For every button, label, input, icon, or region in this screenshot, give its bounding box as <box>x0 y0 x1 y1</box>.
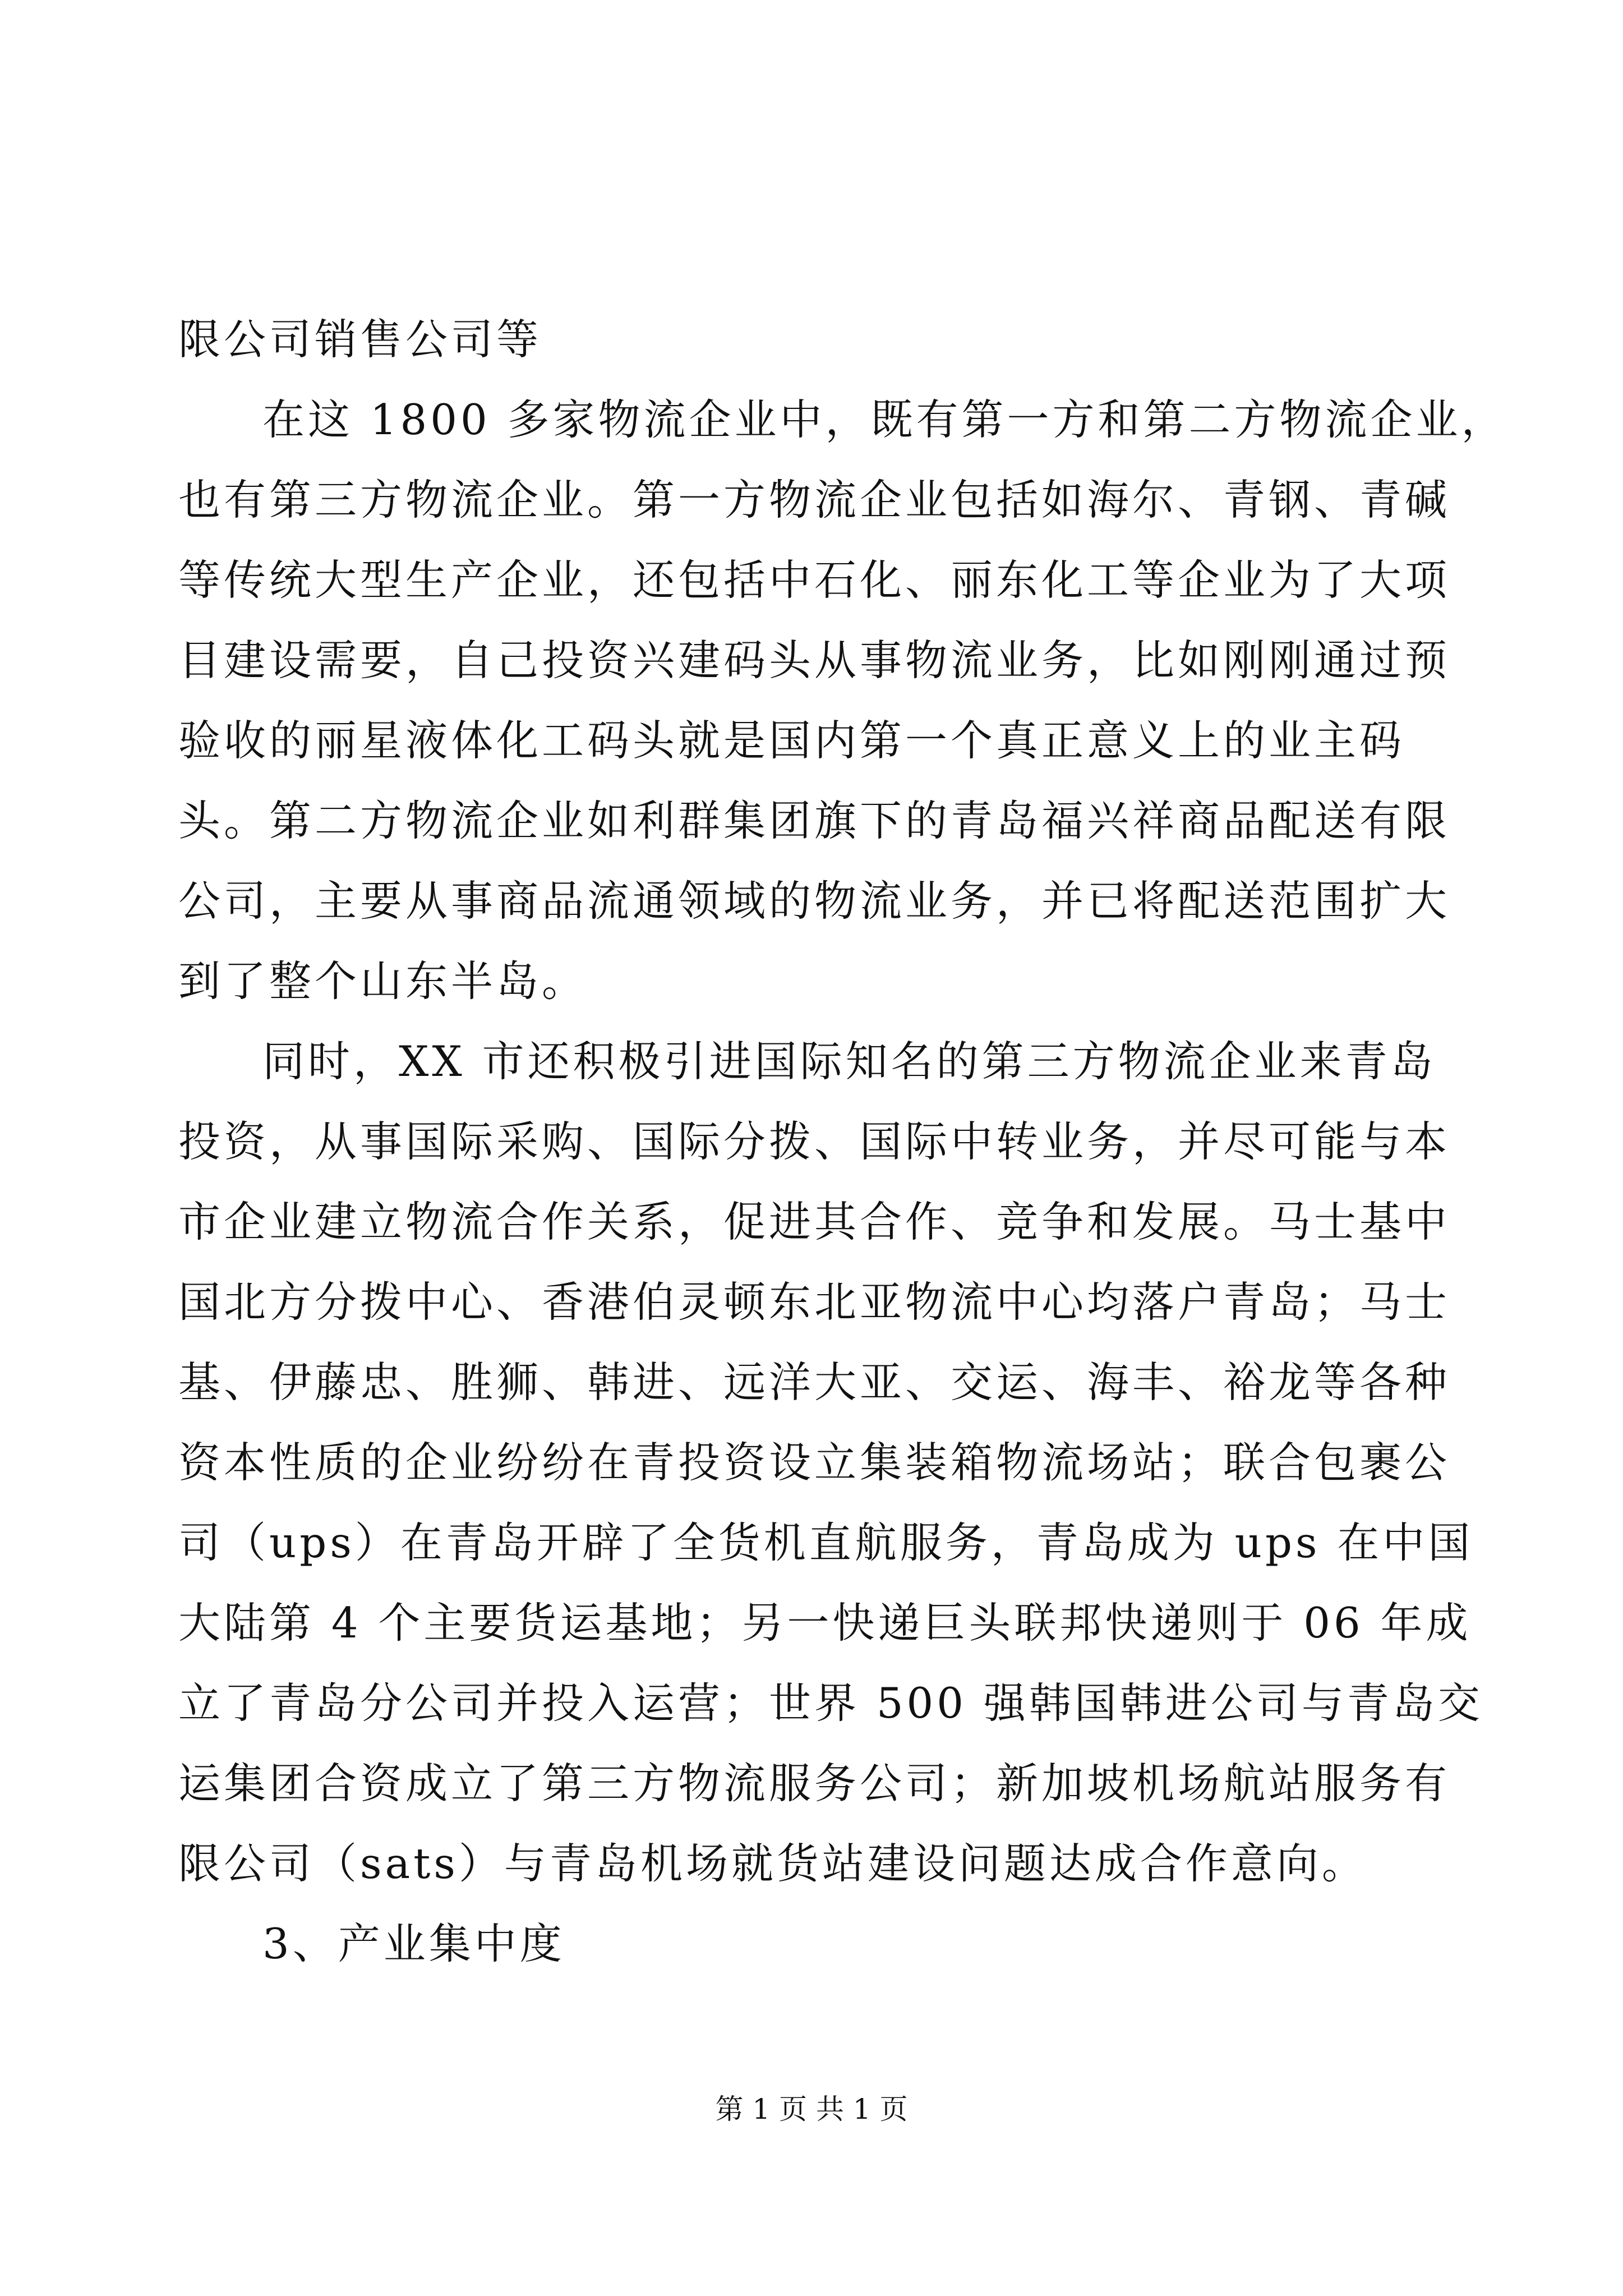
text-line: 投资，从事国际采购、国际分拨、国际中转业务，并尽可能与本 <box>178 1117 1451 1166</box>
text-line: 限公司（sats）与青岛机场就货站建设问题达成合作意向。 <box>178 1839 1367 1888</box>
page-footer: 第 1 页 共 1 页 <box>715 2093 908 2125</box>
text-line: 立了青岛分公司并投入运营；世界 500 强韩国韩进公司与青岛交 <box>178 1678 1483 1728</box>
text-line: 也有第三方物流企业。第一方物流企业包括如海尔、青钢、青碱 <box>178 475 1451 524</box>
body-text <box>178 300 1507 1984</box>
text-line: 目建设需要，自己投资兴建码头从事物流业务，比如刚刚通过预 <box>178 636 1451 685</box>
text-line: 限公司销售公司等 <box>178 315 542 364</box>
section-heading: 3、产业集中度 <box>262 1919 565 1968</box>
text-line: 国北方分拨中心、香港伯灵顿东北亚物流中心均落户青岛；马士 <box>178 1277 1451 1327</box>
text-line: 验收的丽星液体化工码头就是国内第一个真正意义上的业主码 <box>178 716 1405 765</box>
text-line: 资本性质的企业纷纷在青投资设立集装箱物流场站；联合包裹公 <box>178 1438 1451 1487</box>
text-line: 大陆第 4 个主要货运基地；另一快递巨头联邦快递则于 06 年成 <box>178 1598 1472 1648</box>
paragraph-start-line: 同时，XX 市还积极引进国际知名的第三方物流企业来青岛 <box>262 1037 1436 1086</box>
paragraph-start-line: 在这 1800 多家物流企业中，既有第一方和第二方物流企业， <box>262 395 1507 444</box>
text-line: 市企业建立物流合作关系，促进其合作、竞争和发展。马士基中 <box>178 1197 1451 1246</box>
text-line: 到了整个山东半岛。 <box>178 956 588 1006</box>
text-line: 公司，主要从事商品流通领域的物流业务，并已将配送范围扩大 <box>178 876 1451 926</box>
text-line: 运集团合资成立了第三方物流服务公司；新加坡机场航站服务有 <box>178 1759 1451 1808</box>
text-line: 基、伊藤忠、胜狮、韩进、远洋大亚、交运、海丰、裕龙等各种 <box>178 1358 1451 1407</box>
text-line: 等传统大型生产企业，还包括中石化、丽东化工等企业为了大项 <box>178 555 1451 605</box>
text-line: 头。第二方物流企业如利群集团旗下的青岛福兴祥商品配送有限 <box>178 796 1451 845</box>
text-line: 司（ups）在青岛开辟了全货机直航服务，青岛成为 ups 在中国 <box>178 1518 1474 1567</box>
